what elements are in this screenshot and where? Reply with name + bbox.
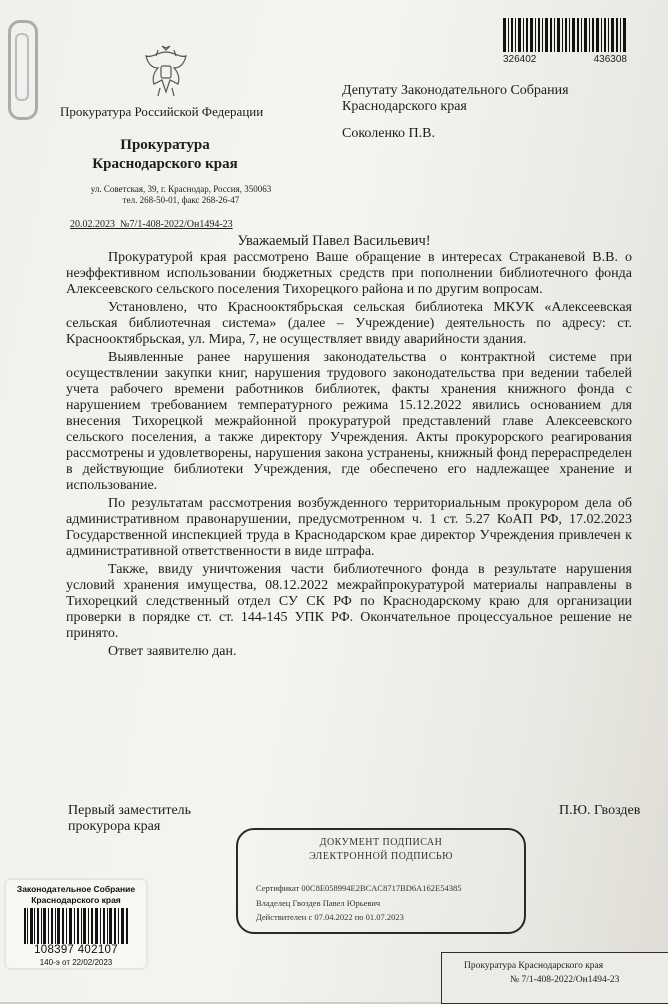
registration-line2: № 7/1-408-2022/Он1494-23 <box>510 975 620 985</box>
sticker-barcode <box>24 908 128 944</box>
outgoing-number: 20.02.2023 №7/1-408-2022/Он1494-23 <box>70 219 233 230</box>
recipient-line2: Краснодарского края <box>342 99 467 114</box>
electronic-signature-stamp <box>236 828 526 934</box>
registration-line1: Прокуратура Краснодарского края <box>464 961 604 971</box>
agency-address <box>66 184 296 206</box>
registration-box <box>441 952 668 1004</box>
barcode-top-left-number: 326402 <box>503 54 537 65</box>
agency-line: Прокуратура Российской Федерации <box>60 104 264 119</box>
signer-title-line2: прокурора края <box>68 819 161 834</box>
estamp-header2: ЭЛЕКТРОННОЙ ПОДПИСЬЮ <box>309 851 453 862</box>
recipient-name: Соколенко П.В. <box>342 126 435 141</box>
estamp-owner: Владелец Гвоздев Павел Юрьевич <box>256 898 381 908</box>
paragraph: Также, ввиду уничтожения части библиотечного фонда в результате нарушения условий хранения имущества, 08.12.2022 межрайпрокуратурой материалы направлены в Тихорецкий следственный отдел СУ СК РФ по Краснодарскому краю для организации проверки в порядке ст. ст. 144-145 УПК РФ. Окончательное процессуальное решение не принято. <box>66 562 632 641</box>
paperclip <box>8 20 38 120</box>
sticker-line2: Краснодарского края <box>31 895 121 905</box>
agency-name-line2: Краснодарского края <box>92 156 238 172</box>
address-line1: ул. Советская, 39, г. Краснодар, Россия, 350063 <box>90 184 272 194</box>
sticker-number: 108397 402107 <box>34 944 118 956</box>
agency-name-line1: Прокуратура <box>120 137 210 153</box>
coat-of-arms-icon <box>140 44 192 100</box>
signer-name: П.Ю. Гвоздев <box>559 803 641 818</box>
barcode-top <box>503 18 627 52</box>
estamp-certificate: Сертификат 00C8E058994E2BCAC8717BD6A162E54385 <box>256 883 462 893</box>
barcode-top-numbers <box>503 54 627 65</box>
incoming-registration-sticker <box>6 880 146 968</box>
paragraph: Выявленные ранее нарушения законодательства о контрактной системе при осуществлении закупки книг, нарушения трудового законодательства при ведении табелей учета рабочего времени работников библиотек, факты хранения книжного фонда с нарушением требованием температурного режима 15.12.2022 явились основанием для внесения Тихорецкой межрайонной прокуратурой представлений главе Алексеевского сельского поселения, а также директору Учреждения. Акты прокурорского реагирования рассмотрены и удовлетворены, нарушения закона устранены, книжный фонд перераспределен в действующие библиотеки Учреждения, где обеспечено его надлежащее хранение и использование. <box>66 350 632 493</box>
paragraph: По результатам рассмотрения возбужденного территориальным прокурором дела об административном правонарушении, предусмотренном ч. 1 ст. 5.27 КоАП РФ, 17.02.2023 Государственной инспекцией труда в Краснодарском крае директор Учреждения привлечен к административной ответственности в виде штрафа. <box>66 496 632 559</box>
estamp-valid: Действителен с 07.04.2022 по 01.07.2023 <box>256 912 404 922</box>
paragraph: Прокуратурой края рассмотрено Ваше обращение в интересах Страканевой В.В. о неэффективном использовании бюджетных средств при пополнении библиотечного фонда Алексеевского сельского поселения Тихорецкого района и по другим вопросам. <box>66 250 632 297</box>
agency-name <box>80 136 250 174</box>
recipient <box>342 83 642 115</box>
estamp-header1: ДОКУМЕНТ ПОДПИСАН <box>319 837 443 848</box>
signer-title-line1: Первый заместитель <box>68 803 192 818</box>
barcode-top-right-number: 436308 <box>593 54 627 65</box>
sticker-line1: Законодательное Собрание <box>16 884 136 894</box>
letter-body <box>66 250 632 662</box>
paragraph: Установлено, что Краснооктябрьская сельская библиотека МКУК «Алексеевская сельская библиотечная система» (далее – Учреждение) деятельность по адресу: ст. Краснооктябрьская, ул. Мира, 7, не осуществляет ввиду аварийности здания. <box>66 300 632 347</box>
address-line2: тел. 268-50-01, факс 268-26-47 <box>122 195 240 205</box>
greeting: Уважаемый Павел Васильевич! <box>237 233 431 249</box>
recipient-line1: Депутату Законодательного Собрания <box>342 83 569 98</box>
signer-title <box>68 803 268 835</box>
paragraph: Ответ заявителю дан. <box>108 644 237 659</box>
sticker-date: 140-э от 22/02/2023 <box>39 958 113 967</box>
